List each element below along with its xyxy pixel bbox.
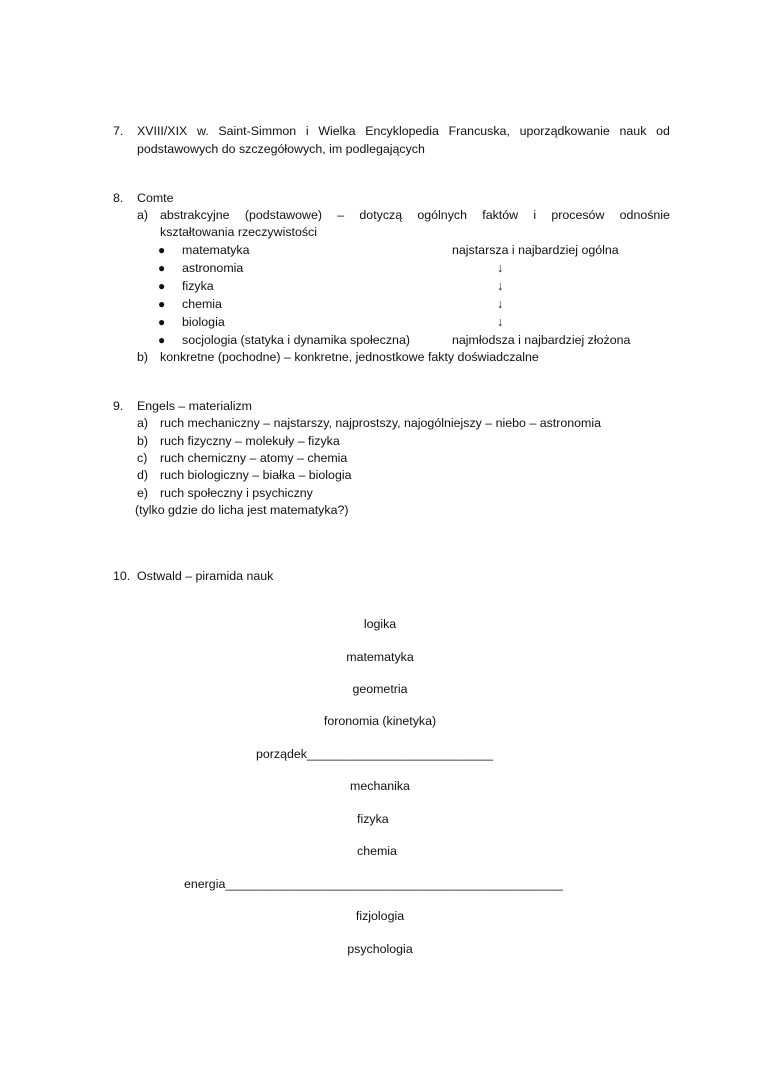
item7-line1-word: uporządkowanie <box>519 124 610 138</box>
pyramid-level-psychologia: psychologia <box>347 942 413 956</box>
pyramid-level-logika: logika <box>363 617 397 631</box>
bullet-icon: ● <box>158 279 166 293</box>
engels-item-label: c) <box>137 451 148 465</box>
bullet-icon: ● <box>158 297 166 311</box>
pyramid-level-matematyka: matematyka <box>346 650 414 664</box>
item7-line1-word: od <box>656 124 670 138</box>
comte-list-item: chemia <box>182 297 222 311</box>
item10-title: Ostwald – piramida nauk <box>137 569 274 583</box>
item7-line1-word: XVIII/XIX <box>137 124 188 138</box>
pyramid-level-foronomia: foronomia (kinetyka) <box>323 714 437 728</box>
item8-title: Comte <box>137 191 174 205</box>
item8-a-text-line2: kształtowania rzeczywistości <box>160 225 317 239</box>
pyramid-level-fizjologia: fizjologia <box>355 909 405 923</box>
engels-item-text: ruch biologiczny – białka – biologia <box>160 468 352 482</box>
item8-a-line1-word: ogólnych <box>417 208 467 222</box>
item7-line1-word: Saint-Simmon <box>218 124 297 138</box>
item10-number: 10. <box>113 569 131 583</box>
item7-text-line1 <box>137 123 670 140</box>
item7-number: 7. <box>113 124 124 138</box>
pyramid-level-chemia: chemia <box>357 844 397 858</box>
item8-b-label: b) <box>137 350 149 364</box>
item7-text-line2: podstawowych do szczegółowych, im podlegających <box>137 142 425 156</box>
item8-a-line1-word: i <box>533 208 537 222</box>
bullet-icon: ● <box>158 333 166 347</box>
down-arrow-icon: ↓ <box>497 279 504 293</box>
bullet-icon: ● <box>158 243 166 257</box>
item7-line1-word: w. <box>196 124 209 138</box>
engels-item-text: ruch społeczny i psychiczny <box>160 486 313 500</box>
item8-a-line1-word: odnośnie <box>619 208 670 222</box>
item7-line1-word: nauk <box>619 124 647 138</box>
comte-list-item: astronomia <box>182 261 244 275</box>
item8-number: 8. <box>113 191 124 205</box>
engels-item-label: b) <box>137 434 149 448</box>
item8-a-line1-word: dotyczą <box>359 208 403 222</box>
comte-list-item: fizyka <box>182 279 214 293</box>
item8-a-line1-word: (podstawowe) <box>244 208 322 222</box>
item8-a-line1-word: faktów <box>482 208 519 222</box>
comte-list-item: socjologia (statyka i dynamika społeczna) <box>182 333 410 347</box>
item8-a-text-line1 <box>160 207 670 224</box>
comte-list-item: biologia <box>182 315 225 329</box>
pyramid-divider-porzadek: porządek___________________________ <box>256 747 494 761</box>
item8-a-line1-word: abstrakcyjne <box>160 208 230 222</box>
comte-list-item: matematyka <box>182 243 250 257</box>
item7-line1-word: Francuska, <box>448 124 510 138</box>
bullet-icon: ● <box>158 315 166 329</box>
item8-b-text: konkretne (pochodne) – konkretne, jednostkowe fakty doświadczalne <box>160 350 539 364</box>
item8-a-line1-word: procesów <box>551 208 605 222</box>
item7-line1-word: i <box>305 124 309 138</box>
engels-item-text: ruch fizyczny – molekuły – fizyka <box>160 434 340 448</box>
engels-item-label: d) <box>137 468 149 482</box>
engels-item-text: ruch chemiczny – atomy – chemia <box>160 451 348 465</box>
item9-title: Engels – materializm <box>137 399 253 413</box>
pyramid-divider-energia: energia_________________________________________________ <box>184 877 563 891</box>
item7-line1-word: Wielka <box>318 124 356 138</box>
down-arrow-icon: ↓ <box>497 261 504 275</box>
engels-item-label: e) <box>137 486 149 500</box>
pyramid-level-fizyka: fizyka <box>357 812 389 826</box>
down-arrow-icon: ↓ <box>497 315 504 329</box>
comte-note-youngest: najmłodsza i najbardziej złożona <box>452 333 631 347</box>
down-arrow-icon: ↓ <box>497 297 504 311</box>
item7-line1-word: Encyklopedia <box>365 124 439 138</box>
pyramid-level-mechanika: mechanika <box>350 779 410 793</box>
comte-note-oldest: najstarsza i najbardziej ogólna <box>452 243 619 257</box>
bullet-icon: ● <box>158 261 166 275</box>
item8-a-line1-word: – <box>337 208 345 222</box>
item9-number: 9. <box>113 399 124 413</box>
engels-item-text: ruch mechaniczny – najstarszy, najprostszy, najogólniejszy – niebo – astronomia <box>160 416 602 430</box>
engels-item-label: a) <box>137 416 149 430</box>
pyramid-level-geometria: geometria <box>352 682 408 696</box>
item8-a-label: a) <box>137 208 149 222</box>
item9-remark: (tylko gdzie do licha jest matematyka?) <box>135 503 349 517</box>
